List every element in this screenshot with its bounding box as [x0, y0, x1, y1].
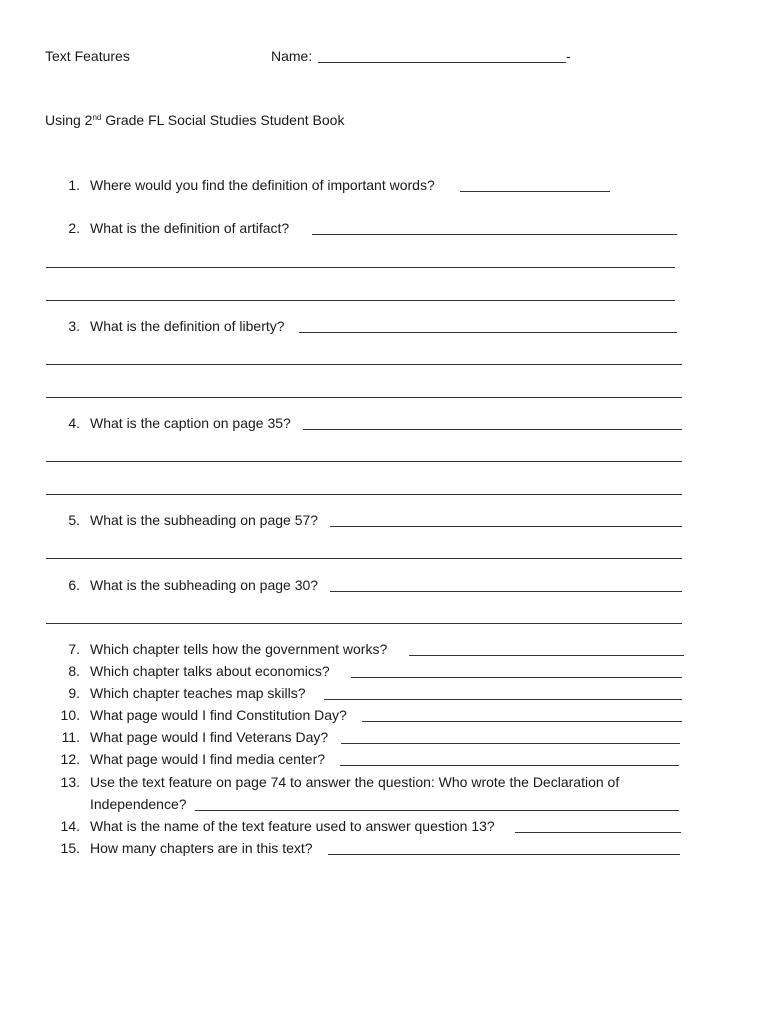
- question-text: How many chapters are in this text?: [90, 840, 313, 856]
- question-number: 13.: [60, 774, 80, 790]
- question-text: Which chapter talks about economics?: [90, 663, 330, 679]
- answer-line[interactable]: [46, 397, 682, 398]
- question-text: What page would I find media center?: [90, 751, 326, 767]
- subtitle: [45, 111, 344, 129]
- question-number: 12.: [60, 751, 80, 767]
- question-number: 4.: [68, 415, 80, 431]
- answer-blank[interactable]: [312, 234, 677, 235]
- answer-line[interactable]: [46, 364, 682, 365]
- answer-blank[interactable]: [195, 810, 679, 811]
- question-text: Which chapter teaches map skills?: [90, 685, 306, 701]
- answer-blank[interactable]: [340, 765, 679, 766]
- answer-blank[interactable]: [341, 743, 680, 744]
- answer-blank[interactable]: [409, 655, 684, 656]
- question-number: 15.: [60, 840, 80, 856]
- question-number: 6.: [68, 577, 80, 593]
- question-text: What is the definition of liberty?: [90, 318, 285, 334]
- question-text: Where would you find the definition of important words?: [90, 177, 435, 193]
- subtitle-superscript: nd: [92, 113, 102, 122]
- answer-blank[interactable]: [362, 721, 682, 722]
- answer-blank[interactable]: [330, 591, 682, 592]
- question-number: 3.: [68, 318, 80, 334]
- question-number: 5.: [68, 512, 80, 528]
- answer-blank[interactable]: [328, 854, 680, 855]
- answer-blank[interactable]: [330, 526, 682, 527]
- answer-blank[interactable]: [303, 429, 682, 430]
- answer-line[interactable]: [46, 461, 682, 462]
- name-label: Name:: [271, 48, 313, 64]
- answer-line[interactable]: [46, 267, 675, 268]
- answer-blank[interactable]: [515, 832, 681, 833]
- question-number: 7.: [68, 641, 80, 657]
- question-text: What is the subheading on page 30?: [90, 577, 319, 593]
- question-number: 11.: [61, 729, 80, 745]
- name-blank[interactable]: [318, 62, 566, 63]
- question-number: 8.: [68, 663, 80, 679]
- question-text: What page would I find Constitution Day?: [90, 707, 347, 723]
- question-text: Which chapter tells how the government works?: [90, 641, 388, 657]
- worksheet-title: Text Features: [45, 48, 130, 64]
- question-text-continued: Independence?: [90, 796, 187, 812]
- question-text: What is the caption on page 35?: [90, 415, 291, 431]
- question-number: 14.: [60, 818, 80, 834]
- name-trailing-dash: -: [566, 48, 571, 64]
- answer-blank[interactable]: [351, 677, 682, 678]
- question-text: What is the subheading on page 57?: [90, 512, 319, 528]
- question-number: 9.: [68, 685, 80, 701]
- answer-line[interactable]: [46, 623, 682, 624]
- question-number: 1.: [68, 177, 80, 193]
- subtitle-prefix: Using 2: [45, 112, 93, 128]
- question-text: What is the name of the text feature used to answer question 13?: [90, 818, 495, 834]
- answer-blank[interactable]: [460, 191, 610, 192]
- question-text: Use the text feature on page 74 to answer the question: Who wrote the Declaration of: [90, 774, 620, 790]
- subtitle-suffix: Grade FL Social Studies Student Book: [101, 112, 345, 128]
- answer-line[interactable]: [46, 558, 682, 559]
- answer-blank[interactable]: [324, 699, 682, 700]
- question-text: What page would I find Veterans Day?: [90, 729, 329, 745]
- question-text: What is the definition of artifact?: [90, 220, 290, 236]
- answer-blank[interactable]: [299, 332, 677, 333]
- question-number: 10.: [60, 707, 80, 723]
- answer-line[interactable]: [46, 494, 682, 495]
- question-number: 2.: [68, 220, 80, 236]
- answer-line[interactable]: [46, 300, 675, 301]
